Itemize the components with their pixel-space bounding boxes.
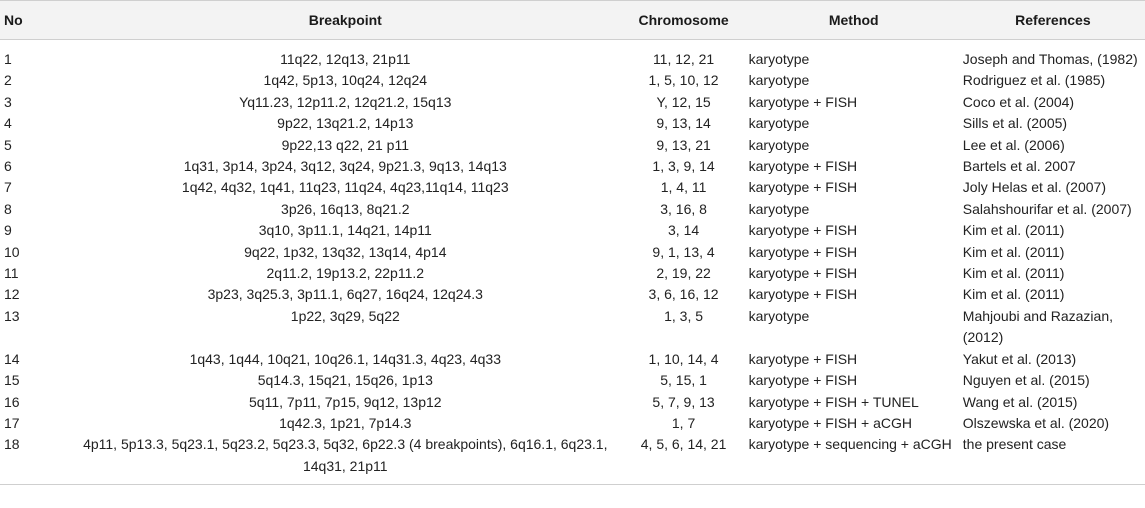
cell-breakpoint: 9q22, 1p32, 13q32, 13q14, 4p14 [244, 243, 447, 260]
cell-breakpoint: 3q10, 3p11.1, 14q21, 14p11 [258, 222, 432, 239]
cell-references: Kim et al. (2011) [962, 286, 1065, 303]
cell-no: 7 [4, 179, 12, 196]
cell-chromosome: 9, 13, 14 [656, 115, 711, 132]
cell-no: 18 [4, 436, 20, 453]
header-no: No [4, 12, 23, 28]
cell-references: Kim et al. (2011) [962, 243, 1065, 260]
cell-references: Yakut et al. (2013) [962, 350, 1077, 367]
cell-no: 4 [4, 115, 12, 132]
cell-method: karyotype + FISH [748, 243, 858, 260]
cell-chromosome: 1, 7 [671, 414, 696, 431]
cell-no: 5 [4, 136, 12, 153]
cell-method: karyotype + FISH + TUNEL [748, 393, 919, 410]
cell-references: Coco et al. (2004) [962, 93, 1075, 110]
cell-method: karyotype + FISH [748, 350, 858, 367]
table-row [0, 306, 1145, 349]
cell-chromosome: 1, 3, 9, 14 [652, 158, 715, 175]
cell-references: Kim et al. (2011) [962, 265, 1065, 282]
cell-breakpoint: 5q14.3, 15q21, 15q26, 1p13 [257, 372, 433, 389]
cell-chromosome: 1, 4, 11 [660, 179, 707, 196]
cell-no: 11 [4, 265, 19, 282]
table-row [0, 70, 1145, 91]
cell-chromosome: 3, 16, 8 [660, 200, 707, 217]
cell-breakpoint: 4p11, 5p13.3, 5q23.1, 5q23.2, 5q23.3, 5q32, 6p22.3 (4 breakpoints), 6q16.1, 6q23.1, 14q31, 21p11 [83, 436, 608, 474]
cell-no: 10 [4, 243, 20, 260]
cell-breakpoint: 1q42.3, 1p21, 7p14.3 [279, 414, 412, 431]
cell-references: Kim et al. (2011) [962, 222, 1065, 239]
cell-breakpoint: Yq11.23, 12p11.2, 12q21.2, 15q13 [239, 93, 452, 110]
cell-references: Olszewska et al. (2020) [962, 414, 1110, 431]
cell-no: 13 [4, 307, 20, 324]
cell-method: karyotype + FISH + aCGH [748, 414, 913, 431]
table-row [0, 370, 1145, 391]
cell-no: 3 [4, 93, 12, 110]
header-breakpoint: Breakpoint [308, 12, 382, 28]
cell-references: Joseph and Thomas, (1982) [962, 51, 1138, 67]
cell-chromosome: Y, 12, 15 [656, 93, 711, 110]
cell-references: Sills et al. (2005) [962, 115, 1068, 132]
cell-method: karyotype + sequencing + aCGH [748, 436, 952, 453]
cell-method: karyotype [748, 307, 810, 324]
cell-method: karyotype [748, 72, 810, 89]
cell-method: karyotype + FISH [748, 372, 858, 389]
cell-breakpoint: 1q42, 4q32, 1q41, 11q23, 11q24, 4q23,11q14, 11q23 [181, 179, 509, 196]
cell-chromosome: 5, 15, 1 [660, 372, 707, 389]
cell-breakpoint: 3p26, 16q13, 8q21.2 [281, 200, 410, 217]
cell-chromosome: 3, 14 [668, 222, 700, 239]
cell-references: Lee et al. (2006) [962, 136, 1065, 153]
cell-method: karyotype [748, 200, 810, 217]
cell-method: karyotype + FISH [748, 179, 858, 196]
cell-method: karyotype [748, 136, 810, 153]
header-method: Method [828, 12, 879, 28]
cell-method: karyotype [748, 51, 810, 67]
table-row [0, 220, 1145, 241]
cell-method: karyotype [748, 115, 810, 132]
cell-references: Joly Helas et al. (2007) [962, 179, 1106, 196]
cell-method: karyotype + FISH [748, 286, 858, 303]
cell-method: karyotype + FISH [748, 265, 858, 282]
table-header-row [0, 1, 1145, 40]
table-row [0, 434, 1145, 484]
cell-no: 16 [4, 393, 20, 410]
cell-no: 17 [4, 414, 20, 431]
cell-breakpoint: 9p22, 13q21.2, 14p13 [277, 115, 414, 132]
cell-references: Mahjoubi and Razazian, (2012) [962, 307, 1114, 346]
table-row [0, 177, 1145, 198]
cell-breakpoint: 11q22, 12q13, 21p11 [280, 51, 411, 67]
cell-no: 6 [4, 158, 12, 175]
table-row [0, 413, 1145, 434]
cell-breakpoint: 2q11.2, 19p13.2, 22p11.2 [266, 265, 425, 282]
cell-breakpoint: 5q11, 7p11, 7p15, 9q12, 13p12 [249, 393, 442, 410]
cell-references: Bartels et al. 2007 [962, 158, 1076, 175]
header-chromosome: Chromosome [638, 12, 729, 28]
table-row [0, 284, 1145, 305]
cell-no: 2 [4, 72, 12, 89]
cell-breakpoint: 1q43, 1q44, 10q21, 10q26.1, 14q31.3, 4q23, 4q33 [189, 350, 501, 367]
cell-chromosome: 9, 13, 21 [656, 136, 711, 153]
table-row [0, 156, 1145, 177]
cell-breakpoint: 9p22,13 q22, 21 p11 [281, 136, 409, 153]
cell-breakpoint: 1p22, 3q29, 5q22 [290, 307, 400, 324]
table-row [0, 135, 1145, 156]
cell-references: Salahshourifar et al. (2007) [962, 200, 1132, 217]
table-row [0, 40, 1145, 71]
cell-references: Rodriguez et al. (1985) [962, 72, 1106, 89]
cell-no: 9 [4, 222, 12, 239]
cell-method: karyotype + FISH [748, 222, 858, 239]
cell-chromosome: 2, 19, 22 [656, 265, 711, 282]
header-references: References [1015, 12, 1091, 28]
table-row [0, 392, 1145, 413]
cell-chromosome: 11, 12, 21 [652, 51, 715, 67]
cell-chromosome: 5, 7, 9, 13 [652, 393, 715, 410]
table-row [0, 349, 1145, 370]
cell-chromosome: 1, 3, 5 [664, 307, 704, 324]
cell-method: karyotype + FISH [748, 93, 858, 110]
cell-chromosome: 4, 5, 6, 14, 21 [640, 436, 727, 453]
table-row [0, 263, 1145, 284]
cell-no: 14 [4, 350, 20, 367]
cell-no: 15 [4, 372, 20, 389]
table-row [0, 92, 1145, 113]
cell-chromosome: 1, 10, 14, 4 [648, 350, 719, 367]
table-row [0, 242, 1145, 263]
cell-no: 1 [4, 51, 12, 67]
cell-breakpoint: 1q31, 3p14, 3p24, 3q12, 3q24, 9p21.3, 9q13, 14q13 [183, 158, 507, 175]
cell-breakpoint: 3p23, 3q25.3, 3p11.1, 6q27, 16q24, 12q24.3 [207, 286, 483, 303]
table-body [0, 40, 1145, 485]
table-row [0, 199, 1145, 220]
cell-references: Nguyen et al. (2015) [962, 372, 1090, 389]
cell-chromosome: 9, 1, 13, 4 [652, 243, 715, 260]
table-row [0, 113, 1145, 134]
cell-chromosome: 3, 6, 16, 12 [648, 286, 719, 303]
cell-no: 12 [4, 286, 20, 303]
cell-chromosome: 1, 5, 10, 12 [648, 72, 719, 89]
cell-references: the present case [962, 436, 1067, 453]
cell-method: karyotype + FISH [748, 158, 858, 175]
cell-no: 8 [4, 200, 12, 217]
cell-breakpoint: 1q42, 5p13, 10q24, 12q24 [263, 72, 428, 89]
cell-references: Wang et al. (2015) [962, 393, 1078, 410]
